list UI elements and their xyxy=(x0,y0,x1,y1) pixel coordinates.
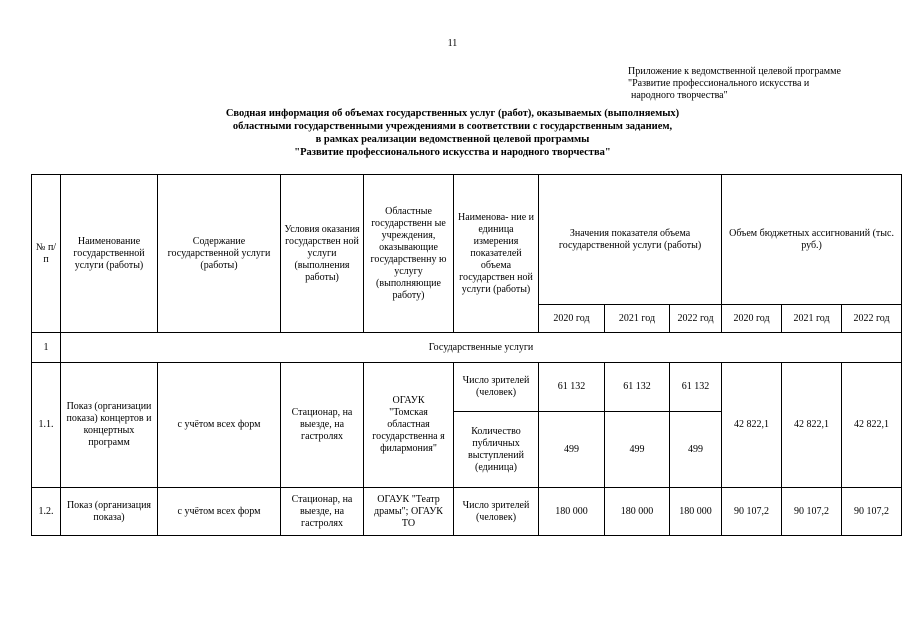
row-content: с учётом всех форм xyxy=(158,488,281,536)
row-value-2021: 61 132 xyxy=(605,363,670,412)
header-values-year-2020: 2020 год xyxy=(539,305,605,333)
row-institution-name: ОГАУК "Театр драмы"; ОГАУК ТО xyxy=(364,488,454,536)
row-indicator-name: Количество публичных выступлений (единица) xyxy=(454,412,539,488)
row-num: 1.2. xyxy=(32,488,61,536)
header-content: Содержание государственной услуги (работы) xyxy=(158,175,281,333)
row-indicator-name: Число зрителей (человек) xyxy=(454,363,539,412)
row-content: с учётом всех форм xyxy=(158,363,281,488)
section-row xyxy=(32,333,902,363)
header-indicator: Наименова- ние и единица измерения показателей объема государствен ной услуги (работы) xyxy=(454,175,539,333)
title-line-4: "Развитие профессионального искусства и народного творчества" xyxy=(294,147,611,158)
section-num: 1 xyxy=(32,333,61,363)
row-budget-2020: 42 822,1 xyxy=(722,363,782,488)
title-line-2: областными государственными учреждениями в соответствии с государственным заданием, xyxy=(232,121,673,132)
header-num: № п/п xyxy=(32,175,61,333)
header-values-year-2021: 2021 год xyxy=(605,305,670,333)
row-service-name: Показ (организации показа) концертов и концертных программ xyxy=(61,363,158,488)
header-conditions: Условия оказания государствен ной услуги (выполнения работы) xyxy=(281,175,364,333)
row-value-2020: 61 132 xyxy=(539,363,605,412)
appendix-line-2: "Развитие профессионального искусства и xyxy=(628,78,810,89)
row-institution-detail: "Томская областная государственна я филармония" xyxy=(372,407,445,454)
header-budget-year-2022: 2022 год xyxy=(842,305,902,333)
row-value-2022: 499 xyxy=(670,412,722,488)
header-values-group: Значения показателя объема государственной услуги (работы) xyxy=(539,175,722,305)
table-row xyxy=(32,363,902,412)
row-institution-name: ОГАУК xyxy=(392,395,425,406)
row-value-2020: 180 000 xyxy=(539,488,605,536)
row-conditions: Стационар, на выезде, на гастролях xyxy=(281,488,364,536)
row-budget-2022: 42 822,1 xyxy=(842,363,902,488)
row-conditions: Стационар, на выезде, на гастролях xyxy=(281,363,364,488)
header-budget-year-2021: 2021 год xyxy=(782,305,842,333)
section-label: Государственные услуги xyxy=(61,333,902,363)
header-values-year-2022: 2022 год xyxy=(670,305,722,333)
row-value-2020: 499 xyxy=(539,412,605,488)
header-budget-group: Объем бюджетных ассигнований (тыс. руб.) xyxy=(722,175,902,305)
row-num: 1.1. xyxy=(32,363,61,488)
row-value-2021: 180 000 xyxy=(605,488,670,536)
appendix-line-3: народного творчества" xyxy=(631,90,728,101)
row-budget-2020: 90 107,2 xyxy=(722,488,782,536)
summary-table xyxy=(31,174,902,536)
appendix-note xyxy=(628,66,898,102)
header-service-name: Наименование государственной услуги (работы) xyxy=(61,175,158,333)
row-budget-2021: 90 107,2 xyxy=(782,488,842,536)
table-row xyxy=(32,488,902,536)
row-service-name: Показ (организация показа) xyxy=(61,488,158,536)
row-budget-2021: 42 822,1 xyxy=(782,363,842,488)
row-value-2022: 61 132 xyxy=(670,363,722,412)
row-institution xyxy=(364,363,454,488)
row-value-2021: 499 xyxy=(605,412,670,488)
row-indicator-name: Число зрителей (человек) xyxy=(454,488,539,536)
header-row-1 xyxy=(32,175,902,305)
appendix-line-1: Приложение к ведомственной целевой программе xyxy=(628,66,841,77)
header-budget-year-2020: 2020 год xyxy=(722,305,782,333)
header-institutions: Областные государственн ые учреждения, оказывающие государственну ю услугу (выполняющие работу) xyxy=(364,175,454,333)
row-value-2022: 180 000 xyxy=(670,488,722,536)
title-line-1: Сводная информация об объемах государственных услуг (работ), оказываемых (выполняемых) xyxy=(225,108,680,119)
row-budget-2022: 90 107,2 xyxy=(842,488,902,536)
page-number: 11 xyxy=(447,38,458,49)
document-title xyxy=(0,107,905,159)
title-line-3: в рамках реализации ведомственной целевой программы xyxy=(315,134,590,145)
